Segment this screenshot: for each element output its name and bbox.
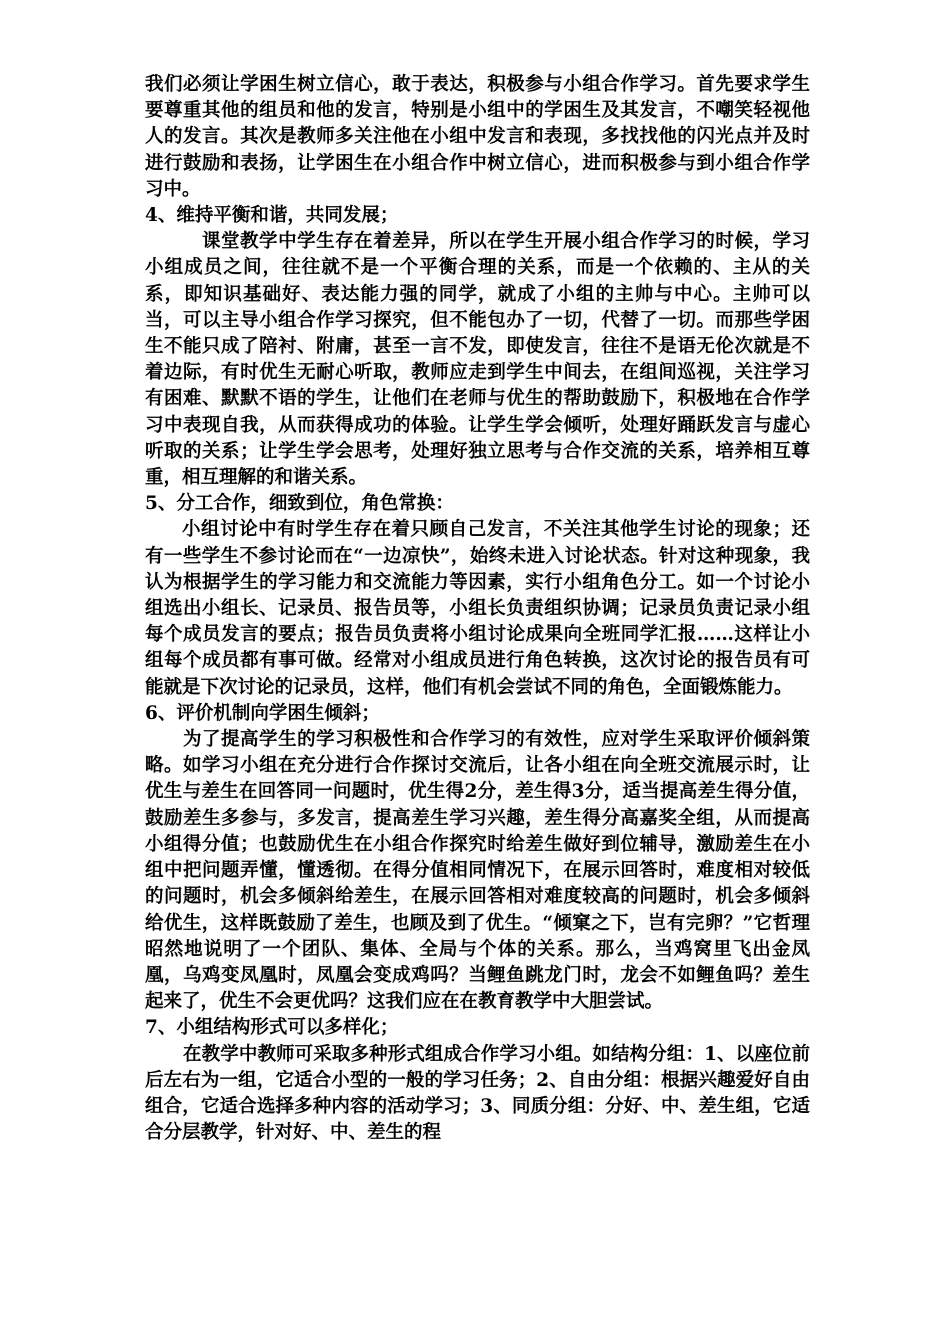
intro-paragraph: 我们必须让学困生树立信心，敢于表达，积极参与小组合作学习。首先要求学生要尊重其他的组员和他的发言，特别是小组中的学困生及其发言，不嘲笑轻视他人的发言。其次是教师多关注他在小组中发言和表现，多找找他的闪光点并及时进行鼓励和表扬，让学困生在小组合作中树立信心，进而积极参与到小组合作学习中。 bbox=[145, 74, 810, 200]
section-6-paragraph: 为了提高学生的学习积极性和合作学习的有效性，应对学生采取评价倾斜策略。如学习小组在充分进行合作探讨交流后，让各小组在向全班交流展示时，让优生与差生在回答同一问题时，优生得2分，差生得3分，适当提高差生得分值，鼓励差生多参与，多发言，提高差生学习兴趣，差生得分高嘉奖全组，从而提高小组得分值；也鼓励优生在小组合作探究时给差生做好到位辅导，激励差生在小组中把问题弄懂，懂透彻。在得分值相同情况下，在展示回答时，难度相对较低的问题时，机会多倾斜给差生，在展示回答相对难度较高的问题时，机会多倾斜给优生，这样既鼓励了差生，也顾及到了优生。“倾窠之下，岂有完卵？”它哲理昭然地说明了一个团队、集体、全局与个体的关系。那么，当鸡窝里飞出金凤凰，乌鸡变凤凰时，凤凰会变成鸡吗？当鲤鱼跳龙门时，龙会不如鲤鱼吗？差生起来了，优生不会更优吗？这我们应在在教育教学中大胆尝试。 bbox=[145, 729, 810, 1013]
section-7-paragraph: 在教学中教师可采取多种形式组成合作学习小组。如结构分组：1、以座位前后左右为一组，它适合小型的一般的学习任务；2、自由分组：根据兴趣爱好自由组合，它适合选择多种内容的活动学习；3、同质分组：分好、中、差生组，它适合分层教学，针对好、中、差生的程 bbox=[145, 1043, 810, 1144]
section-6-heading: 6、评价机制向学困生倾斜； bbox=[145, 702, 380, 724]
document-body bbox=[145, 72, 810, 1146]
section-4-heading: 4、维持平衡和谐，共同发展； bbox=[145, 205, 399, 227]
section-5-heading: 5、分工合作，细致到位，角色常换： bbox=[145, 493, 454, 515]
section-5-paragraph: 小组讨论中有时学生存在着只顾自己发言，不关注其他学生讨论的现象；还有一些学生不参讨论而在“一边凉快”，始终未进入讨论状态。针对这种现象，我认为根据学生的学习能力和交流能力等因素，实行小组角色分工。如一个讨论小组选出小组长、记录员、报告员等，小组长负责组织协调；记录员负责记录小组每个成员发言的要点；报告员负责将小组讨论成果向全班同学汇报……这样让小组每个成员都有事可做。经常对小组成员进行角色转换，这次讨论的报告员有可能就是下次讨论的记录员，这样，他们有机会尝试不同的角色，全面锻炼能力。 bbox=[145, 519, 810, 698]
section-4-paragraph: 课堂教学中学生存在着差异，所以在学生开展小组合作学习的时候，学习小组成员之间，往往就不是一个平衡合理的关系，而是一个依赖的、主从的关系，即知识基础好、表达能力强的同学，就成了小组的主帅与中心。主帅可以当，可以主导小组合作学习探究，但不能包办了一切，代替了一切。而那些学困生不能只成了陪衬、附庸，甚至一言不发，即使发言，往往不是语无伦次就是不着边际，有时优生无耐心听取，教师应走到学生中间去，在组间巡视，关注学习有困难、默默不语的学生，让他们在老师与优生的帮助鼓励下，积极地在合作学习中表现自我，从而获得成功的体验。让学生学会倾听，处理好踊跃发言与虚心听取的关系；让学生学会思考，处理好独立思考与合作交流的关系，培养相互尊重，相互理解的和谐关系。 bbox=[145, 231, 810, 489]
section-7-heading: 7、小组结构形式可以多样化； bbox=[145, 1017, 399, 1039]
